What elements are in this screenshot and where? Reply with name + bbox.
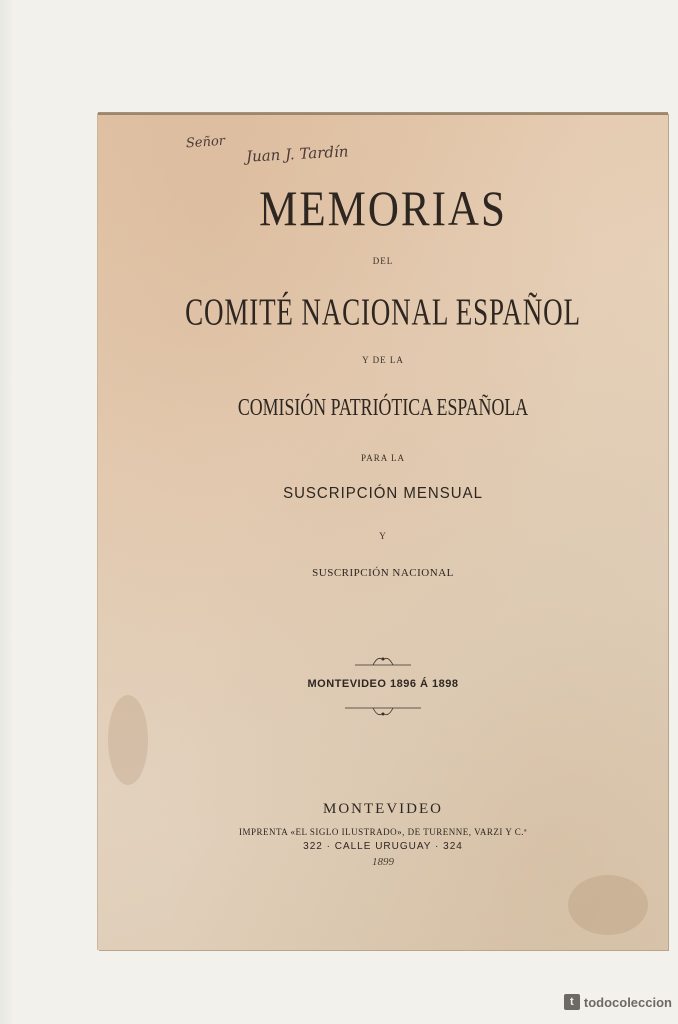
period-line: MONTEVIDEO 1896 Á 1898: [307, 678, 459, 690]
imprint-year: 1899: [372, 856, 394, 868]
cover-title: MEMORIAS: [259, 182, 507, 237]
org-comite: COMITÉ NACIONAL ESPAÑOL: [185, 292, 581, 334]
book-cover: [98, 113, 668, 950]
tc-logo-icon: t: [564, 994, 580, 1010]
subscription-nacional: SUSCRIPCIÓN NACIONAL: [312, 567, 454, 579]
imprint-city: MONTEVIDEO: [323, 801, 443, 817]
connector-y-de-la: Y DE LA: [362, 355, 404, 365]
handwritten-salutation: Señor: [185, 133, 226, 152]
watermark: [564, 994, 672, 1010]
connector-del: DEL: [372, 256, 394, 266]
connector-y: Y: [379, 531, 387, 541]
stain: [568, 875, 648, 935]
imprint-address: 322 · CALLE URUGUAY · 324: [303, 841, 463, 852]
connector-para-la: PARA LA: [361, 453, 405, 463]
handwritten-name: Juan J. Tardín: [245, 142, 349, 166]
imprint-printer: IMPRENTA «EL SIGLO ILUSTRADO», DE TURENNE, VARZI Y C.ª: [238, 827, 527, 837]
org-comision: COMISIÓN PATRIÓTICA ESPAÑOLA: [237, 393, 529, 421]
subscription-mensual: SUSCRIPCIÓN MENSUAL: [283, 484, 483, 503]
ornament-bottom: [98, 704, 668, 722]
watermark-text: todocoleccion: [583, 994, 672, 1010]
ornament-top: [98, 651, 668, 669]
scan-edge: [0, 0, 14, 1024]
